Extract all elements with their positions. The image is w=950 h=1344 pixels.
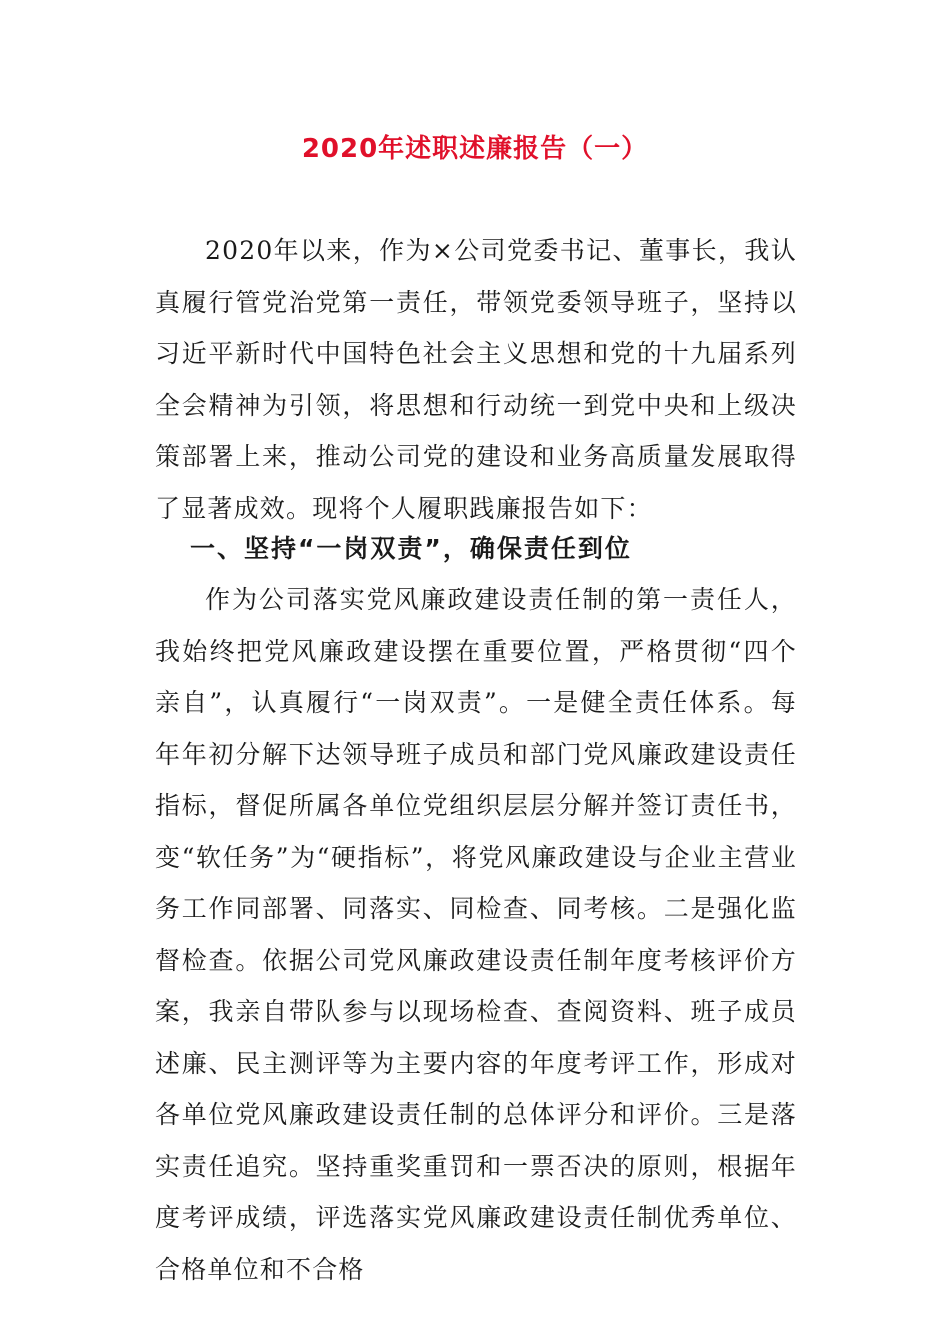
section-heading: 一、坚持“一岗双责”，确保责任到位 [190, 534, 632, 563]
page-title: 2020年述职述廉报告（一） [301, 134, 649, 164]
section-paragraph: 作为公司落实党风廉政建设责任制的第一责任人，我始终把党风廉政建设摆在重要位置，严格贯彻“四个亲自”，认真履行“一岗双责”。一是健全责任体系。每年年初分解下达领导班子成员和部门党风廉政建设责任指标，督促所属各单位党组织层层分解并签订责任书，变“软任务”为“硬指标”，将党风廉政建设与企业主营业务工作同部署、同落实、同检查、同考核。二是强化监督检查。依据公司党风廉政建设责任制年度考核评价方案，我亲自带队参与以现场检查、查阅资料、班子成员述廉、民主测评等为主要内容的年度考评工作，形成对各单位党风廉政建设责任制的总体评分和评价。三是落实责任追究。坚持重奖重罚和一票否决的原则，根据年度考评成绩，评选落实党风廉政建设责任制优秀单位、合格单位和不合格 [155, 585, 797, 1284]
intro-paragraph: 2020年以来，作为×公司党委书记、董事长，我认真履行管党治党第一责任，带领党委领导班子，坚持以习近平新时代中国特色社会主义思想和党的十九届系列全会精神为引领，将思想和行动统一到党中央和上级决策部署上来，推动公司党的建设和业务高质量发展取得了显著成效。现将个人履职践廉报告如下： [155, 236, 797, 523]
